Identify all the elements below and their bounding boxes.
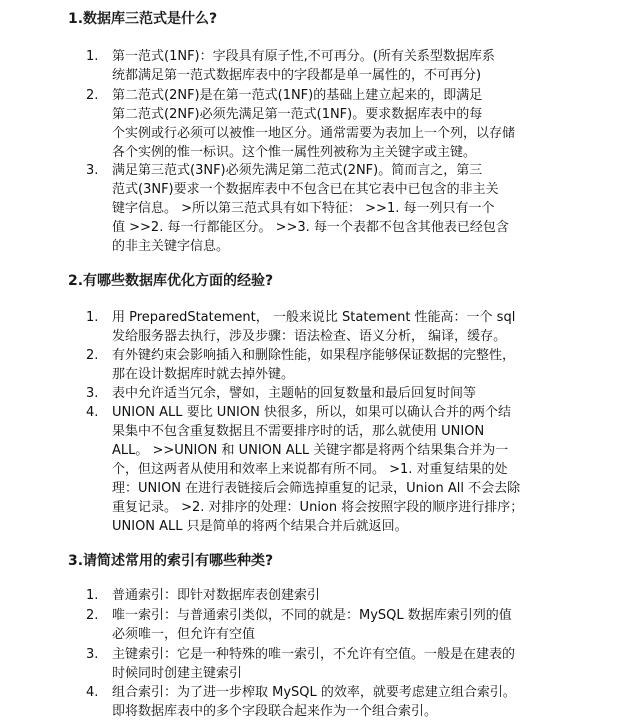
- list-item-number: 4.: [86, 405, 99, 420]
- list-item-number: 1.: [86, 588, 99, 603]
- list-item-text: 普通索引：即针对数据库表创建索引: [112, 588, 321, 603]
- list-item-number: 3.: [86, 163, 99, 178]
- list-item: [86, 586, 580, 605]
- list-item-text: 唯一索引：与普通索引类似，不同的就是：MySQL 数据库索引列的值 必须唯一，但允许有空值: [112, 608, 512, 642]
- list-item-number: 4.: [86, 685, 99, 700]
- list-item: [86, 683, 580, 721]
- section-3-title: 3.请简述常用的索引有哪些种类?: [68, 553, 274, 569]
- list-item: [86, 606, 580, 644]
- list-item-text: 组合索引：为了进一步榨取 MySQL 的效率，就要考虑建立组合索引。 即将数据库表中的多个字段联合起来作为一个组合索引。: [112, 685, 516, 719]
- list-item: [86, 161, 580, 256]
- list-item: [86, 308, 580, 346]
- list-item-text: 第二范式(2NF)是在第一范式(1NF)的基础上建立起来的，即满足 第二范式(2NF)必须先满足第一范式(1NF)。要求数据库表中的每 个实例或行必须可以被惟一地区分。通常需要为表加上一个列，以存储 各个实例的惟一标识。这个惟一属性列被称为主关键字或主键。: [112, 88, 516, 160]
- list-item-number: 2.: [86, 608, 99, 623]
- list-item: [86, 47, 580, 85]
- list-item-text: UNION ALL 要比 UNION 快很多，所以，如果可以确认合并的两个结 果集中不包含重复数据且不需要排序时的话，那么就使用 UNION ALL。 >>UNION 和 UNION ALL 关键字都是将两个结果集合并为一 个，但这两者从使用和效率上来说都有所不同。 >1. 对重复结果的处 理：UNION 在进行表链接后会筛选掉重复的记录，Union All 不会去除 重复记录。 >2. 对排序的处理：Union 将会按照字段的顺序进行排序； UNION ALL 只是简单的将两个结果合并后就返回。: [112, 405, 524, 534]
- section-2-title: 2.有哪些数据库优化方面的经验?: [68, 273, 274, 289]
- list-item: [86, 384, 580, 403]
- list-item-number: 3.: [86, 647, 99, 662]
- list-item-text: 满足第三范式(3NF)必须先满足第二范式(2NF)。简而言之，第三 范式(3NF)要求一个数据库表中不包含已在其它表中已包含的非主关 键字信息。 >所以第三范式具有如下特征： >>1. 每一列只有一个 值 >>2. 每一行都能区分。 >>3. 每一个表都不包含其他表已经包含 的非主关键字信息。: [112, 163, 509, 254]
- list-item-number: 3.: [86, 386, 99, 401]
- list-item-text: 表中允许适当冗余，譬如，主题帖的回复数量和最后回复时间等: [112, 386, 477, 401]
- list-item-number: 1.: [86, 310, 99, 325]
- list-item-number: 2.: [86, 88, 99, 103]
- section-1-title: 1.数据库三范式是什么?: [68, 11, 218, 27]
- list-item-text: 用 PreparedStatement， 一般来说比 Statement 性能高：一个 sql 发给服务器去执行，涉及步骤：语法检查、语义分析， 编译，缓存。: [112, 310, 516, 344]
- list-item-number: 1.: [86, 49, 99, 64]
- list-item: [86, 346, 580, 384]
- list-item-number: 2.: [86, 348, 99, 363]
- list-item: [86, 645, 580, 683]
- list-item-text: 有外键约束会影响插入和删除性能，如果程序能够保证数据的完整性， 那在设计数据库时就去掉外键。: [112, 348, 516, 382]
- list-item: [86, 403, 580, 536]
- list-item-text: 第一范式(1NF)：字段具有原子性,不可再分。(所有关系型数据库系 统都满足第一范式数据库表中的字段都是单一属性的，不可再分): [112, 49, 495, 83]
- list-item-text: 主键索引：它是一种特殊的唯一索引，不允许有空值。一般是在建表的 时候同时创建主键索引: [112, 647, 516, 681]
- list-item: [86, 86, 580, 162]
